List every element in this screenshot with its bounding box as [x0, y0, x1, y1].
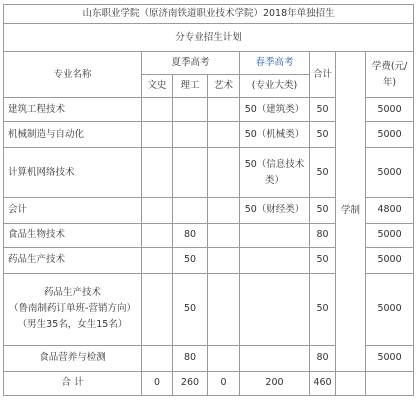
spring-value [240, 273, 310, 345]
header-yishu: 艺术 [208, 75, 240, 98]
fee-value: 5000 [366, 148, 414, 198]
ligong-value: 50 [173, 247, 208, 273]
spring-value: 50（建筑类） [240, 98, 310, 122]
yishu-value [208, 345, 240, 371]
fee-value: 5000 [366, 345, 414, 371]
total-value: 50 [310, 122, 336, 148]
total-value: 50 [310, 148, 336, 198]
fee-value: 5000 [366, 223, 414, 247]
wenshi-value [142, 247, 173, 273]
total-row [4, 371, 414, 395]
footer-wenshi: 0 [142, 371, 173, 395]
major-name: 食品营养与检测 [4, 345, 142, 371]
spring-value: 50（机械类） [240, 122, 310, 148]
wenshi-value [142, 98, 173, 122]
major-name: 机械制造与自动化 [4, 122, 142, 148]
spring-value: 50（财经类） [240, 198, 310, 223]
wenshi-value [142, 345, 173, 371]
yishu-value [208, 122, 240, 148]
spring-value [240, 247, 310, 273]
total-value: 50 [310, 198, 336, 223]
total-value: 80 [310, 223, 336, 247]
ligong-value [173, 148, 208, 198]
footer-xuezhi [336, 371, 366, 395]
spring-value-line2: 类） [264, 174, 284, 186]
fee-value: 5000 [366, 122, 414, 148]
table-title-line2: 分专业招生计划 [4, 24, 414, 52]
spring-value [240, 223, 310, 247]
footer-yishu: 0 [208, 371, 240, 395]
header-total: 合计 [310, 52, 336, 98]
major-name [4, 273, 142, 345]
spring-value [240, 148, 310, 198]
table-title-line1: 山东职业学院（原济南铁道职业技术学院）2018年单独招生 [4, 5, 414, 24]
total-value: 80 [310, 345, 336, 371]
footer-label: 合 计 [4, 371, 142, 395]
wenshi-value [142, 122, 173, 148]
ligong-value [173, 98, 208, 122]
xuezhi-cell [336, 52, 366, 372]
yishu-value [208, 223, 240, 247]
total-value: 50 [310, 247, 336, 273]
ligong-value: 80 [173, 223, 208, 247]
header-fee [366, 52, 414, 98]
wenshi-value [142, 198, 173, 223]
major-name: 计算机网络技术 [4, 148, 142, 198]
header-spring-exam: 春季高考 [240, 52, 310, 75]
major-name: 建筑工程技术 [4, 98, 142, 122]
ligong-value: 80 [173, 345, 208, 371]
wenshi-value [142, 223, 173, 247]
fee-value: 5000 [366, 247, 414, 273]
yishu-value [208, 273, 240, 345]
yishu-value [208, 148, 240, 198]
major-name: 食品生物技术 [4, 223, 142, 247]
major-name-line3: （男生35名，女生15名） [17, 319, 128, 331]
header-xuezhi: 学制 [340, 205, 360, 217]
spring-value-line1: 50（信息技术 [244, 158, 305, 170]
header-summer-exam: 夏季高考 [142, 52, 240, 75]
ligong-value: 50 [173, 273, 208, 345]
footer-total: 460 [310, 371, 336, 395]
major-name: 会计 [4, 198, 142, 223]
total-value: 50 [310, 273, 336, 345]
footer-fee [366, 371, 414, 395]
header-ligong: 理工 [173, 75, 208, 98]
enrollment-plan-table [3, 4, 414, 396]
header-fee-line1: 学费(元/ [371, 60, 408, 72]
yishu-value [208, 98, 240, 122]
wenshi-value [142, 273, 173, 345]
header-wenshi: 文史 [142, 75, 173, 98]
yishu-value [208, 247, 240, 273]
major-name-line2: （鲁南制药订单班-营销方向） [9, 303, 136, 315]
fee-value: 5000 [366, 273, 414, 345]
footer-ligong: 260 [173, 371, 208, 395]
fee-value: 4800 [366, 198, 414, 223]
total-value: 50 [310, 98, 336, 122]
spring-value [240, 345, 310, 371]
yishu-value [208, 198, 240, 223]
major-name: 药品生产技术 [4, 247, 142, 273]
major-name-line1: 药品生产技术 [43, 287, 101, 299]
wenshi-value [142, 148, 173, 198]
ligong-value [173, 198, 208, 223]
footer-spring: 200 [240, 371, 310, 395]
ligong-value [173, 122, 208, 148]
header-major: 专业名称 [4, 52, 142, 98]
fee-value: 5000 [366, 98, 414, 122]
header-spring-sub: (专业大类) [240, 75, 310, 98]
header-fee-line2: 年) [382, 76, 397, 88]
